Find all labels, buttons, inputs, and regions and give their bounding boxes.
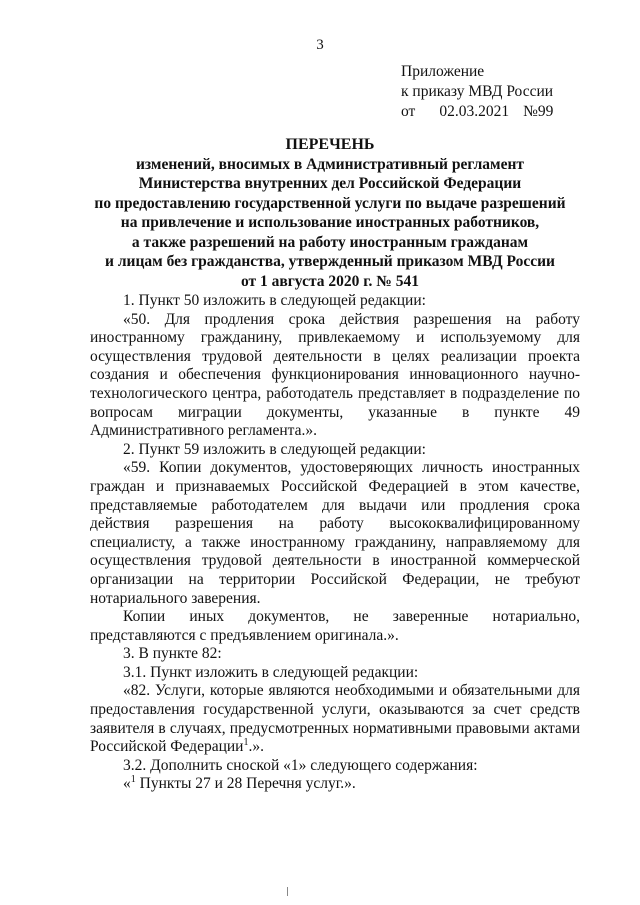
page-number: 3 [316, 37, 324, 53]
heading-line: по предоставлению государственной услуги по выдаче разрешений [94, 194, 566, 212]
heading-line: и лицам без гражданства, утвержденный приказом МВД России [105, 253, 555, 270]
footnote-marker: 1 [243, 737, 249, 749]
point-82-end: .». [248, 738, 264, 756]
paragraph-point-59: «59. Копии документов, удостоверяющих личность иностранных граждан и признаваемых Российской Федерацией в этом качестве, представляемые работодателем для выдачи или продления срока действия разрешения на работу высококвалифицированному специалисту, а также иностранному гражданину, направляемому для осуществления трудовой деятельности в иностранной коммерческой организации на территории Российской Федерации, не требуют нотариального заверения. [90, 459, 580, 607]
heading-line: от 1 августа 2020 г. № 541 [240, 272, 419, 290]
heading-line: изменений, вносимых в Административный регламент [135, 155, 525, 173]
point-82-text: «82. Услуги, которые являются необходимыми и обязательными для предоставления государственной услуги, оказываются за счет средств заявителя в случаях, предусмотренных нормативными правовыми актами Российской Федерации [90, 682, 580, 756]
appendix-date: 02.03.2021 [439, 103, 510, 120]
appendix-block [401, 62, 553, 122]
footnote-text: Пункты 27 и 28 Перечня услуг.». [135, 775, 356, 793]
appendix-title: Приложение [401, 63, 485, 80]
appendix-order-ref: к приказу МВД России [401, 83, 554, 100]
paragraph-point-82 [90, 682, 580, 756]
footnote-open-quote: « [123, 775, 131, 793]
document-heading [60, 135, 600, 291]
paragraph-point-50: «50. Для продления срока действия разрешения на работу иностранному гражданину, привлекаемому и используемому для осуществления трудовой деятельности в целях реализации проекта создания и обеспечения функционирования инновационного научно-технологического центра, работодатель представляет в подразделение по вопросам миграции документы, указанные в пункте 49 Административного регламента.». [90, 310, 580, 440]
heading-line: а также разрешений на работу иностранным гражданам [131, 233, 529, 251]
heading-line: на привлечение и использование иностранных работников, [120, 214, 540, 231]
appendix-date-prefix: от [401, 103, 416, 120]
footnote-number: 1 [130, 774, 136, 786]
paragraph-item-2: 2. Пункт 59 изложить в следующей редакции: [123, 440, 426, 458]
heading-line: Министерства внутренних дел Российской Федерации [138, 175, 522, 192]
paragraph-footnote [90, 775, 580, 794]
paragraph-item-3: 3. В пункте 82: [123, 645, 222, 663]
heading-title: ПЕРЕЧЕНЬ [285, 136, 375, 153]
paragraph-item-3-2: 3.2. Дополнить сноской «1» следующего содержания: [123, 756, 478, 774]
document-body [90, 292, 580, 794]
paragraph-item-3-1: 3.1. Пункт изложить в следующей редакции: [123, 663, 419, 681]
paragraph-copies: Копии иных документов, не заверенные нотариально, представляются с предъявлением оригинала.». [90, 608, 580, 644]
scan-mark [287, 887, 288, 896]
appendix-date-line [401, 102, 553, 122]
paragraph-item-1: 1. Пункт 50 изложить в следующей редакции: [123, 292, 426, 309]
appendix-number: №99 [523, 103, 554, 120]
